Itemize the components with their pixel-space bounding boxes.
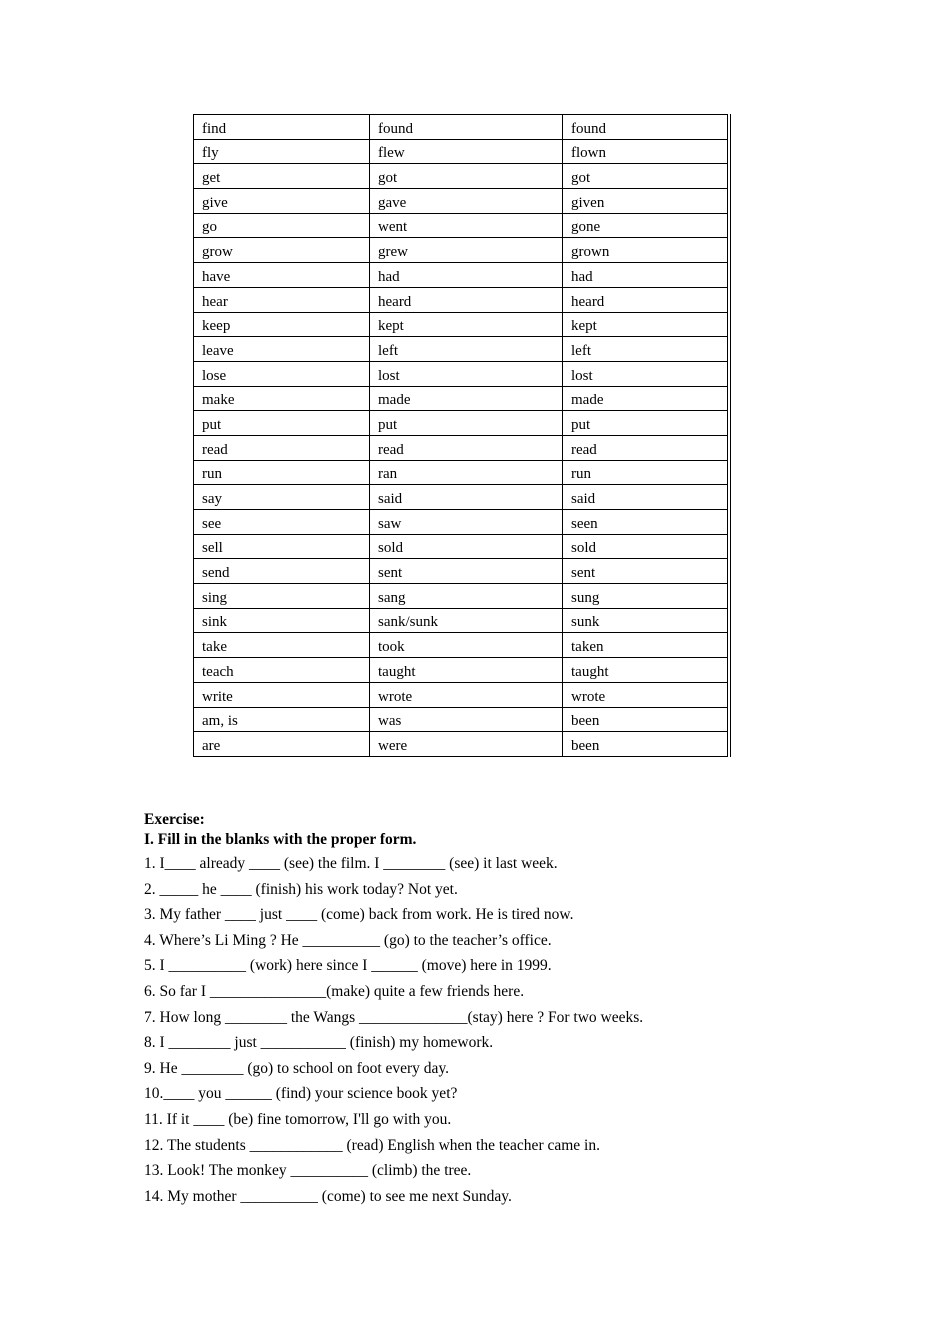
past-participle-cell: sunk [563,608,729,633]
past-tense-cell: made [370,386,563,411]
section-title: I. Fill in the blanks with the proper form. [144,831,417,848]
verb-row [194,584,729,609]
base-form-cell: am, is [194,707,370,732]
past-participle-cell: sold [563,534,729,559]
verb-row [194,312,729,337]
verb-row [194,485,729,510]
past-participle-cell: sung [563,584,729,609]
past-tense-cell: got [370,164,563,189]
exercise-item: 14. My mother __________ (come) to see me next Sunday. [144,1187,512,1205]
past-tense-cell: said [370,485,563,510]
past-tense-cell: sang [370,584,563,609]
past-tense-cell: taught [370,658,563,683]
past-participle-cell: run [563,460,729,485]
base-form-cell: hear [194,287,370,312]
base-form-cell: run [194,460,370,485]
past-tense-cell: were [370,732,563,757]
exercise-item: 10.____ you ______ (find) your science book yet? [144,1085,458,1103]
verb-row [194,287,729,312]
past-participle-cell: left [563,337,729,362]
base-form-cell: make [194,386,370,411]
past-participle-cell: wrote [563,682,729,707]
past-participle-cell: taught [563,658,729,683]
exercise-item: 4. Where’s Li Ming ? He __________ (go) to the teacher’s office. [144,931,552,949]
verb-row [194,213,729,238]
past-participle-cell: found [563,115,729,140]
base-form-cell: keep [194,312,370,337]
past-participle-cell: lost [563,361,729,386]
verb-row [194,238,729,263]
verb-row [194,682,729,707]
base-form-cell: go [194,213,370,238]
verb-row [194,337,729,362]
base-form-cell: lose [194,361,370,386]
verb-row [194,608,729,633]
past-tense-cell: found [370,115,563,140]
base-form-cell: send [194,559,370,584]
past-tense-cell: gave [370,189,563,214]
past-participle-cell: heard [563,287,729,312]
exercise-item: 6. So far I _______________(make) quite a few friends here. [144,982,525,1000]
past-tense-cell: left [370,337,563,362]
past-participle-cell: read [563,435,729,460]
verb-row [194,534,729,559]
verb-row [194,732,729,757]
exercise-item: 2. _____ he ____ (finish) his work today? Not yet. [144,880,458,898]
verb-row [194,164,729,189]
past-participle-cell: kept [563,312,729,337]
past-participle-cell: gone [563,213,729,238]
exercise-item: 7. How long ________ the Wangs ______________(stay) here ? For two weeks. [144,1008,644,1026]
verb-row [194,361,729,386]
verb-row [194,139,729,164]
exercise-item: 1. I____ already ____ (see) the film. I ________ (see) it last week. [144,855,558,872]
base-form-cell: find [194,115,370,140]
past-tense-cell: put [370,411,563,436]
verb-row [194,510,729,535]
base-form-cell: are [194,732,370,757]
exercise-item: 12. The students ____________ (read) English when the teacher came in. [144,1136,600,1154]
base-form-cell: take [194,633,370,658]
past-participle-cell: got [563,164,729,189]
past-participle-cell: given [563,189,729,214]
base-form-cell: fly [194,139,370,164]
exercise-item: 11. If it ____ (be) fine tomorrow, I'll go with you. [144,1110,452,1128]
past-tense-cell: was [370,707,563,732]
past-tense-cell: read [370,435,563,460]
past-tense-cell: wrote [370,682,563,707]
base-form-cell: read [194,435,370,460]
past-participle-cell: had [563,263,729,288]
exercise-item: 8. I ________ just ___________ (finish) my homework. [144,1034,494,1052]
past-tense-cell: grew [370,238,563,263]
base-form-cell: see [194,510,370,535]
verb-row [194,633,729,658]
base-form-cell: write [194,682,370,707]
past-tense-cell: took [370,633,563,658]
past-participle-cell: made [563,386,729,411]
exercise-title: Exercise: [144,811,205,828]
past-tense-cell: sank/sunk [370,608,563,633]
past-participle-cell: seen [563,510,729,535]
past-tense-cell: sent [370,559,563,584]
verb-row [194,263,729,288]
base-form-cell: have [194,263,370,288]
past-participle-cell: said [563,485,729,510]
base-form-cell: say [194,485,370,510]
verb-row [194,658,729,683]
base-form-cell: sell [194,534,370,559]
base-form-cell: get [194,164,370,189]
past-tense-cell: went [370,213,563,238]
verb-row [194,460,729,485]
past-tense-cell: saw [370,510,563,535]
exercise-item: 5. I __________ (work) here since I ______ (move) here in 1999. [144,957,552,975]
past-participle-cell: grown [563,238,729,263]
base-form-cell: give [194,189,370,214]
past-participle-cell: been [563,732,729,757]
past-participle-cell: taken [563,633,729,658]
verb-row [194,707,729,732]
past-tense-cell: had [370,263,563,288]
past-tense-cell: ran [370,460,563,485]
base-form-cell: grow [194,238,370,263]
past-tense-cell: kept [370,312,563,337]
past-participle-cell: sent [563,559,729,584]
exercise-section [144,810,844,1209]
verb-table-body [194,115,729,757]
verb-row [194,189,729,214]
base-form-cell: sink [194,608,370,633]
past-tense-cell: sold [370,534,563,559]
base-form-cell: put [194,411,370,436]
irregular-verbs-table [193,114,731,757]
base-form-cell: leave [194,337,370,362]
verb-row [194,411,729,436]
past-participle-cell: put [563,411,729,436]
exercise-item: 3. My father ____ just ____ (come) back from work. He is tired now. [144,906,574,924]
exercise-item: 13. Look! The monkey __________ (climb) the tree. [144,1162,472,1180]
exercise-item: 9. He ________ (go) to school on foot every day. [144,1059,450,1077]
past-tense-cell: heard [370,287,563,312]
verb-row [194,435,729,460]
past-tense-cell: lost [370,361,563,386]
base-form-cell: teach [194,658,370,683]
verb-row [194,115,729,140]
past-participle-cell: flown [563,139,729,164]
past-tense-cell: flew [370,139,563,164]
exercise-item-list [144,851,844,1209]
past-participle-cell: been [563,707,729,732]
verb-row [194,386,729,411]
verb-row [194,559,729,584]
base-form-cell: sing [194,584,370,609]
